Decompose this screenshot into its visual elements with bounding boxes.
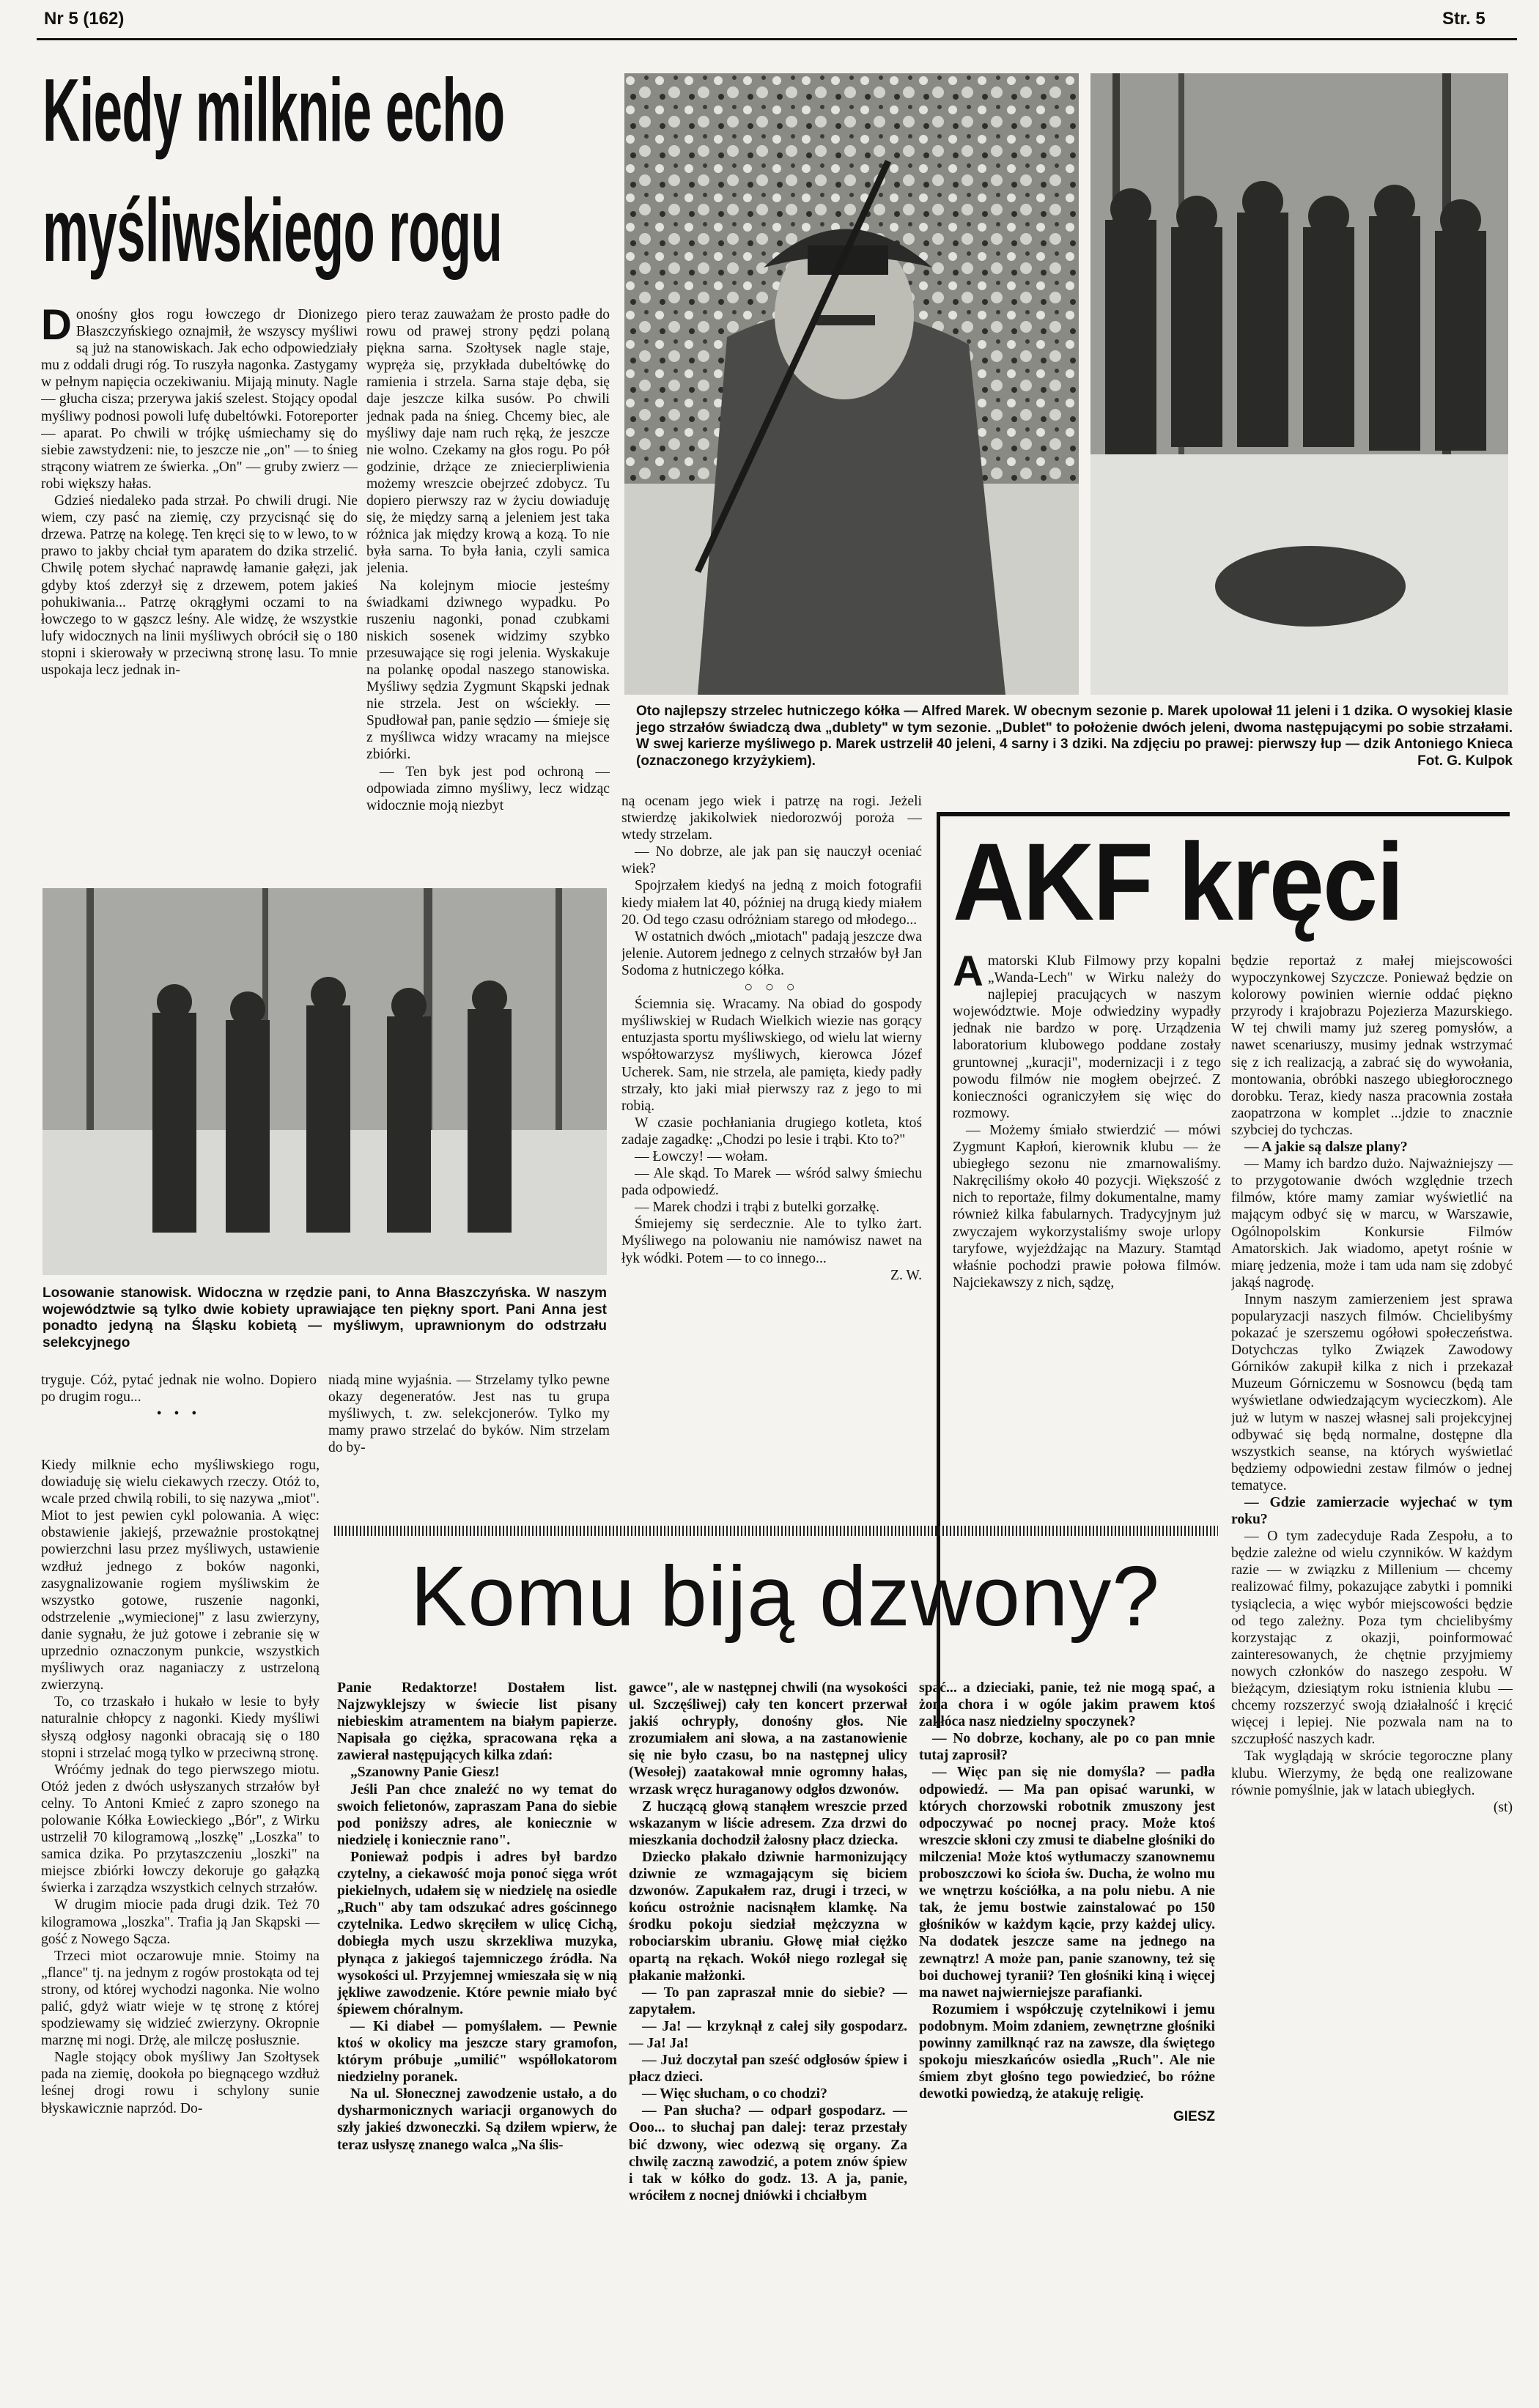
bells-paragraph: Rozumiem i współczuję czytelnikowi i jemu podobnym. Moim zdaniem, zewnętrzne głośniki powinny zamilknąć raz na zawsze, dla świętego spokoju mieszkańców osiedla „Ruch". Ale nie śmiem zbyt głośno tego powiedzieć, bo różne dewotki powiedzą, że atakuję religię. [919, 2001, 1215, 2102]
hunt-paragraph: — No dobrze, ale jak pan się nauczył oceniać wiek? [621, 844, 922, 877]
hunt-paragraph: Spojrzałem kiedyś na jedną z moich fotografii kiedy miałem lat 40, później na drugą kiedy miałem 20. Od tego czasu odróżniam starego od młodego... [621, 878, 922, 928]
akf-paragraph: będzie reportaż z małej miejscowości wypoczynkowej Szyczcze. Ponieważ będzie on kolorowy powinien wiernie oddać piękno przyrody i krajobrazu Pojezierza Mazurskiego. W tej chwili mamy już szereg pomysłów, a nawet scenariuszy, musimy jednak wstrzymać się z ich realizacją, a zabrać się do wywołania, montowania, obróbki naszego ubiegłorocznego dorobku. Teraz, kiedy nasza pracownia została zaopatrzona w komplet ...jdzie to znacznie szybciej do tychczas. [1231, 953, 1513, 1138]
hunt-paragraph: — Ten byk jest pod ochroną — odpowiada zimno myśliwy, lecz widząc widocznie moją niezbyt [366, 764, 610, 813]
hunt-paragraph: Śmiejemy się serdecznie. Ale to tylko żart. Myśliwego na polowaniu nie namówisz nawet na łyk wódki. Potem — to co innego... [621, 1216, 922, 1266]
hunt-column-2 [366, 306, 610, 866]
akf-question: — Gdzie zamierzacie wyjechać w tym roku? [1231, 1495, 1513, 1528]
akf-paragraph: — Możemy śmiało stwierdzić — mówi Zygmunt Kapłoń, kierownik klubu — że ubiegłego sezonu nie zmarnowaliśmy. Nakręciliśmy około 40 pozycji. Większość z nich to reportaże, filmy dokumentalne, mamy również kilka fabularnych. Tradycyjnym już zwyczajem wykorzystaliśmy swoje urlopy taryfowe, wyjeżdżając na Mazury. Stamtąd właśnie pochodzi prawie połowa filmów. Najciekawszy z nich, sądzę, [953, 1122, 1221, 1290]
bells-signature: GIESZ [1173, 2109, 1215, 2125]
page-number: Str. 5 [1442, 9, 1486, 29]
hunters-group-illustration [1090, 73, 1508, 695]
hunt-column-b [328, 1372, 610, 1460]
photo-hunters-group [1090, 73, 1508, 695]
akf-paragraph: Tak wyglądają w skrócie tegoroczne plany klubu. Wierzymy, że będą one realizowane równie pomyślnie, jak w latach ubiegłych. [1231, 1748, 1513, 1798]
photo-drawing-lots [43, 888, 607, 1275]
hunt-column-3 [621, 793, 922, 1467]
akf-paragraph: — O tym zadecyduje Rada Zespołu, a to będzie zależne od wielu czynników. W każdym razie — w związku z Millenium — chcemy realizować filmy, pokazujące zabytki i pomniki tysiąclecia, a więc wybór miejscowości będzie od tego zależny. Poza tym chcielibyśmy korzystając z okazji, poinformować zainteresowanych, że chętnie przyjmiemy nowych członków do naszego zespołu. W bieżącym, dziesiątym roku istnienia klubu — chcemy rozszerzyć swoją działalność i kręcić więcej i lepiej. Nie pozwala nam na to szczupłość naszych kadr. [1231, 1529, 1513, 1748]
bells-column-2 [629, 1680, 907, 2398]
akf-paragraph: matorski Klub Filmowy przy kopalni „Wanda-Lech" w Wirku należy do najlepiej pracujących w naszym województwie. Moje odwiedziny wypadły jednak nie bardzo w porę. Urządzenia laboratorium klubowego poddane zostały gruntownej „kuracji", modernizacji i z tego powodu filmów nie mogłem obejrzeć. Z konieczności ograniczyłem się więc do rozmowy. [953, 953, 1221, 1121]
hunter-photo-caption [636, 703, 1513, 791]
bells-paragraph: — Więc słucham, o co chodzi? [642, 2086, 827, 2102]
hunt-paragraph: ną ocenam jego wiek i patrzę na rogi. Jeżeli stwierdzę jakikolwiek niedorozwój poroża — wtedy strzelam. [621, 794, 922, 843]
bells-paragraph: Dziecko płakało dziwnie harmonizujący dziwnie ze wzmagającym się biciem dzwonów. Zapukałem raz, drugi i trzeci, w końcu ostrożnie nacisnąłem klamkę. Na środku pokoju siedział mężczyzna w robociarskim ubraniu. Głowę miał ciężko opartą na rękach. Wokół niego rozlegał się płakanie małżonki. [629, 1849, 907, 1984]
akf-paragraph: Innym naszym zamierzeniem jest sprawa popularyzacji naszych filmów. Chcielibyśmy pokazać je szerszemu ogółowi społeczeństwa. Dotychczas tylko Związek Zawodowy Górników zakupił kilka z nich i przekazał Muzeum Górniczemu w Sosnowcu (będą tam wyświetlane odwiedzającym wycieczkom). Ale już w lutym w naszej własnej sali projekcyjnej odbywać się będą normalne, dostępne dla wszystkich seanse, na których wyświetlać będziemy odpowiedni zestaw filmów o jednej tematyce. [1231, 1291, 1513, 1493]
bells-column-1 [337, 1680, 617, 2398]
hunt-paragraph: onośny głos rogu łowczego dr Dionizego Błaszczyńskiego oznajmił, że wszyscy myśliwi są już na stanowiskach. Jak echo odpowiedziały mu z oddali drugi róg. To ruszyła nagonka. Zastygamy w pełnym napięcia oczekiwaniu. Mijają minuty. Nagle — głucha cisza; przerywa jakiś szelest. Stojący opodal myśliwy podnosi powoli lufę dubeltówki. Fotoreporter — aparat. Po chwili w trójkę uśmiechamy się do siebie zawstydzeni: nie, to jeszcze nie „on" — to śnieg strącony wiatrem ze świerka. „On" — gruby zwierz — robi większy hałas. [41, 307, 358, 492]
section-divider: ○ ○ ○ [744, 980, 800, 996]
hunt-paragraph: niadą mine wyjaśnia. — Strzelamy tylko pewne okazy degeneratów. Jest nas tu grupa myśliwych, t. zw. selekcjonerów. Tylko my mamy prawo strzelać do byków. Nim strzelam do by- [328, 1373, 610, 1456]
hunt-headline-line2: myśliwskiego rogu [43, 180, 503, 280]
hunt-paragraph: Nagle stojący obok myśliwy Jan Szołtysek pada na ziemię, dookoła po biegnącego wzdłuż leśnej drogi rowu i schylony sunie błyskawicznie naprzód. Do- [41, 2050, 320, 2116]
hunt-column-a [41, 1372, 317, 1430]
hunt-headline-line1: Kiedy milknie echo [43, 60, 505, 160]
bells-paragraph: — Ki diabeł — pomyślałem. — Pewnie ktoś w okolicy ma jeszcze stary gramofon, którym próbuje „umilić" współlokatorom niedzielny poranek. [337, 2018, 617, 2086]
hunt-paragraph: W drugim miocie pada drugi dzik. Też 70 kilogramowa „loszka". Trafia ją Jan Skąpski — gość z Nowego Sącza. [41, 1897, 320, 1947]
hunt-paragraph: Na kolejnym miocie jesteśmy świadkami dziwnego wypadku. Po ruszeniu nagonki, ponad czubkami niskich sosenek widzimy szybko przesuwające się rogi jelenia. Wyskakuje na polankę opodal naszego stanowiska. Myśliwy sędzia Zygmunt Skąpski jednak nie strzela. Jest on wściekły. — Spudłował pan, panie sędzio — śmieje się z myśliwca widzy wracamy na miejsce zbiórki. [366, 577, 610, 763]
hunt-paragraph: — Ale skąd. To Marek — wśród salwy śmiechu pada odpowiedź. [621, 1166, 922, 1199]
issue-number: Nr 5 (162) [44, 9, 125, 29]
bells-paragraph: Na ul. Słonecznej zawodzenie ustało, a do dysharmonicznych wariacji organowych do szły jakieś dzwoneczki. Są dziłem wpierw, że teraz usłyszę znanego walca „Na ślis- [337, 2086, 617, 2153]
hunt-paragraph: Gdzieś niedaleko pada strzał. Po chwili drugi. Nie wiem, czy pasć na ziemię, czy przycisnąć się do drzewa. Patrzę na kolegę. Ten kręci się to w lewo, to w prawo to jakby chciał tym aparatem do dzika strzelić. Chwilę potem słychać naprawdę łamanie gałęzi, jak gdyby ktoś zderzył się z drzewem, potem jakieś pohukiwania... Patrzę okrągłymi oczami to na łowczego to w gąszcz leśny. Ale widzę, że wszystkie lufy widocznych na linii myśliwych obrócił się o 180 stopni i skierowały w przeciwną stronę lasu. To mnie uspokaja lecz jednak in- [41, 493, 358, 678]
bells-paragraph: gawce", ale w następnej chwili (na wysokości ul. Szczęśliwej) cały ten koncert przerwał jakiś ochrypły, donośny głos. Nie zrozumiałem ani słowa, a na zastanowienie się nie było czasu, bo na następnej ulicy (Wesołej) zaatakował mnie ogromny hałas, wrzask wręcz huraganowy odgłos dzwonów. [629, 1680, 907, 1798]
akf-question: — A jakie są dalsze plany? [1244, 1140, 1408, 1156]
bells-paragraph: — Ja! — krzyknął z całej siły gospodarz. — Ja! Ja! [629, 2018, 907, 2051]
bells-paragraph: — To pan zapraszał mnie do siebie? — zapytałem. [629, 1984, 907, 2017]
hunt-paragraph: W czasie pochłaniania drugiego kotleta, ktoś zadaje zagadkę: „Chodzi po lesie i trąbi. Kto to?" [621, 1115, 922, 1148]
bells-paragraph: Z huczącą głową stanąłem wreszcie przed wskazanym w liście adresem. Zza drzwi do mieszkania dochodził żałosny płacz dziecka. [629, 1798, 907, 1848]
bells-column-3 [919, 1680, 1215, 2398]
bells-paragraph: Jeśli Pan chce znaleźć no wy temat do swoich felietonów, zapraszam Pana do siebie pod poniższy adres, ale koniecznie w niedzielę i koniecznie rano". [337, 1781, 617, 1848]
akf-signature: (st) [1493, 1799, 1513, 1815]
bells-paragraph: — Już doczytał pan sześć odgłosów śpiew i płacz dzieci. [629, 2053, 907, 2086]
akf-top-rule [938, 812, 1510, 816]
hunt-paragraph: W ostatnich dwóch „miotach" padają jeszcze dwa jelenie. Autorem jednego z celnych strzałów był Jan Sodoma z hutniczego kółka. [621, 928, 922, 978]
bells-paragraph: Ponieważ podpis i adres był bardzo czytelny, a ciekawość moja ponoć sięga wrót piekielnych, udałem się w niedzielę na osiedle „Ruch" aby tam odszukać adres gościnnego czytelnika. Ledwo skręciłem w ulicę Cichą, dobiegła mych uszu skrzekliwa muzyka, płynąca z jakiegoś tajemniczego źródła. Na wysokości ul. Przyjemnej wmieszała się w nią jękliwe zawodzenie. Które pewnie miało być śpiewem chóralnym. [337, 1849, 617, 2017]
bells-paragraph: Panie Redaktorze! Dostałem list. Najzwyklejszy w świecie list pisany niebieskim atramentem na białym papierze. Napisała go ciężka, spracowana ręka a zawierał następujących kilka zdań: [337, 1680, 617, 1764]
akf-headline: AKF kręci [953, 820, 1403, 943]
hunt-paragraph: tryguje. Cóż, pytać jednak nie wolno. Dopiero po drugim rogu... [41, 1373, 317, 1406]
akf-paragraph: — Mamy ich bardzo dużo. Najważniejszy — to przygotowanie dwóch względnie trzech filmów, które mamy zamiar wyświetlić na mającym odbyć się w marcu, w Warszawie, Ogólnopolskim Konkursie Filmów Amatorskich. Jak wiadomo, apetyt rośnie w miarę jedzenia, może i tam uda nam się zdobyć jakąś nagrodę. [1231, 1156, 1513, 1290]
bells-paragraph: — Pan słucha? — odparł gospodarz. — Ooo... to słuchaj pan dalej: teraz przestały bić dzwony, wiec odezwą się organy. Za chwilę zaczną zawodzić, a potem znów śpiew i tak w kółko do godz. 13. A ja, panie, wróciłem z nocnej dniówki i chciałbym [629, 2103, 907, 2204]
hunt-paragraph: Trzeci miot oczarowuje mnie. Stoimy na „flance" tj. na jednym z rogów prostokąta od tej strony, od której wychodzi nagonka. Nie wolno palić, gdyż wiatr wieje w tę stronę z której spodziewamy się widzieć zwierzyny. Okropnie marznę mi nogi. Drżę, ale milczę posłusznie. [41, 1948, 320, 2049]
drawing-lots-caption: Losowanie stanowisk. Widoczna w rzędzie pani, to Anna Błaszczyńska. W naszym województwie są tylko dwie kobiety uprawiające ten piękny sport. Pani Anna jest ponadto jedyną na Śląsku kobietą — myśliwym, uprawnionym do odstrzału selekcyjnego [43, 1285, 607, 1351]
photo-hunter-portrait [624, 73, 1079, 695]
header-rule [37, 38, 1517, 40]
drawing-lots-illustration [43, 888, 607, 1275]
akf-column-2 [1231, 953, 1513, 2404]
bells-top-border [334, 1526, 1218, 1536]
hunter-portrait-illustration [624, 73, 1079, 695]
hunter-caption-text: Oto najlepszy strzelec hutniczego kółka — Alfred Marek. W obecnym sezonie p. Marek upolował 11 jeleni i 1 dzika. O wysokiej klasie jego strzałów świadczą dwa „dublety" w tym sezonie. „Dublet" to położenie dwóch jeleni, dwoma następującymi po sobie strzałami. W swej karierze myśliwego p. Marek ustrzelił 40 jeleni, 4 sarny i 3 dziki. Na zdjęciu po prawej: pierwszy łup — dzik Antoniego Knieca (oznaczonego krzyżykiem). [636, 703, 1513, 769]
bells-headline: Komu biją dzwony? [410, 1548, 1160, 1644]
hunt-drop-cap: D [41, 306, 72, 349]
hunt-paragraph: Kiedy milknie echo myśliwskiego rogu, dowiaduję się wielu ciekawych rzeczy. Otóż to, wcale przed chwilą robili, to się nazywa „miot". Miot to jest pewien cykl polowania. A więc: obstawienie jakiejś, przeważnie prostokątnej powierzchni lasu przez myśliwych, ustawienie wzdłuż jednego z boków nagonki, zasygnalizowanie rogiem myśliwskim że wszystko gotowe, ruszenie nagonki, odstrzelenie „wymiecionej" z lasu zwierzyny, danie sygnału, że już gotowe i zebranie się w uprzednio oznaczonym punkcie, wszystkich myśliwych oraz naganiaczy z ustrzeloną zwierzyną. [41, 1458, 320, 1694]
hunt-paragraph: To, co trzaskało i hukało w lesie to były naturalnie chłopcy z nagonki. Kiedy myśliwi słyszą odgłosy nagonki obracają się o 180 stopni i strzelać mogą tylko w przeciwną stronę. [41, 1694, 320, 1761]
hunt-paragraph: piero teraz zauważam że prosto padłe do rowu od prawej strony pędzi polaną piękna sarna. Szołtysek nagle staje, wypręża się, przykłada dubeltówkę do ramienia i strzela. Sarna staje dęba, się daje jeszcze kilka susów. Po chwili jednak pada na śnieg. Chcemy biec, ale myśliwy daje nam ruch ręką, że jeszcze nie wolno. Czekamy na głos rogu. Po pół godzinie, drżące ze zniecierpliwienia możemy wreszcie obejrzeć zdobycz. Tu dopiero pierwszy raz w życiu dowiaduję się, że między sarną a jeleniem jest taka różnica jak między krową a kozą. To nie była sarna. To była łania, czyli samica jelenia. [366, 307, 610, 577]
hunt-paragraph: — Łowczy! — wołam. [635, 1148, 768, 1164]
bells-paragraph: spać... a dzieciaki, panie, też nie mogą spać, a żona chora i w ogóle jakim prawem ktoś zakłóca nasz niedzielny spoczynek? [919, 1680, 1215, 1730]
bells-paragraph: — No dobrze, kochany, ale po co pan mnie tutaj zaprosił? [919, 1731, 1215, 1764]
hunt-column-1 [41, 306, 358, 866]
bells-paragraph: — Więc pan się nie domyśla? — padła odpowiedź. — Ma pan opisać warunki, w których chorzowski robotnik zmuszony jest odpoczywać po nocnej pracy. Może ktoś wreszcie skłoni czy zmusi te diabelne głośniki do milczenia! Może ktoś wytłumaczy szanownemu proboszczowi ko ścioła św. Ducha, że wolno mu we wnętrzu kościółka, a na polu niebu. A nie tak, że jemu bostwie zainstalować po 150 głośników w każdym kącie, przy każdej ulicy. Na dodatek jeszcze same na jednego na zewnątrz! A może pan, panie szanowny, też się boi duchowej tyranii? Ten głośniki kiną i więcej ma nawet najwierniejsze parafianki. [919, 1765, 1215, 2001]
section-divider: • • • [156, 1406, 202, 1422]
hunt-column-c [41, 1457, 320, 2395]
hunt-paragraph: Wróćmy jednak do tego pierwszego miotu. Otóż jeden z dwóch usłyszanych strzałów był celny. To Antoni Kmieć z zapro szonego na polowanie Kółka Łowieckiego „Bór", z Wirku ustrzelił 70 kilogramową „loszkę" „Loszka" to samica dzika. Po przytaszczeniu „loszki" na miejsce zbiórki łowczy dekoruje go gałązką świerka i zarządza wszystkich celnych strzałów. [41, 1762, 320, 1897]
hunt-paragraph: — Marek chodzi i trąbi z butelki gorzałkę. [635, 1200, 880, 1216]
hunt-paragraph: Ściemnia się. Wracamy. Na obiad do gospody myśliwskiej w Rudach Wielkich wiezie nas gorący entuzjasta sportu myśliwskiego, od wielu lat wierny współtowarzysz myśliwych, kierowca Józef Ucherek. Sam, nie strzela, ale pamięta, kiedy padły strzały, kto jaki miał pierwszy raz z jego to mi robią. [621, 997, 922, 1114]
akf-drop-cap: A [953, 953, 983, 995]
bells-paragraph: „Szanowny Panie Giesz! [350, 1765, 500, 1781]
photo-credit: Fot. G. Kulpok [1417, 753, 1513, 769]
hunt-signature: Z. W. [890, 1267, 922, 1283]
